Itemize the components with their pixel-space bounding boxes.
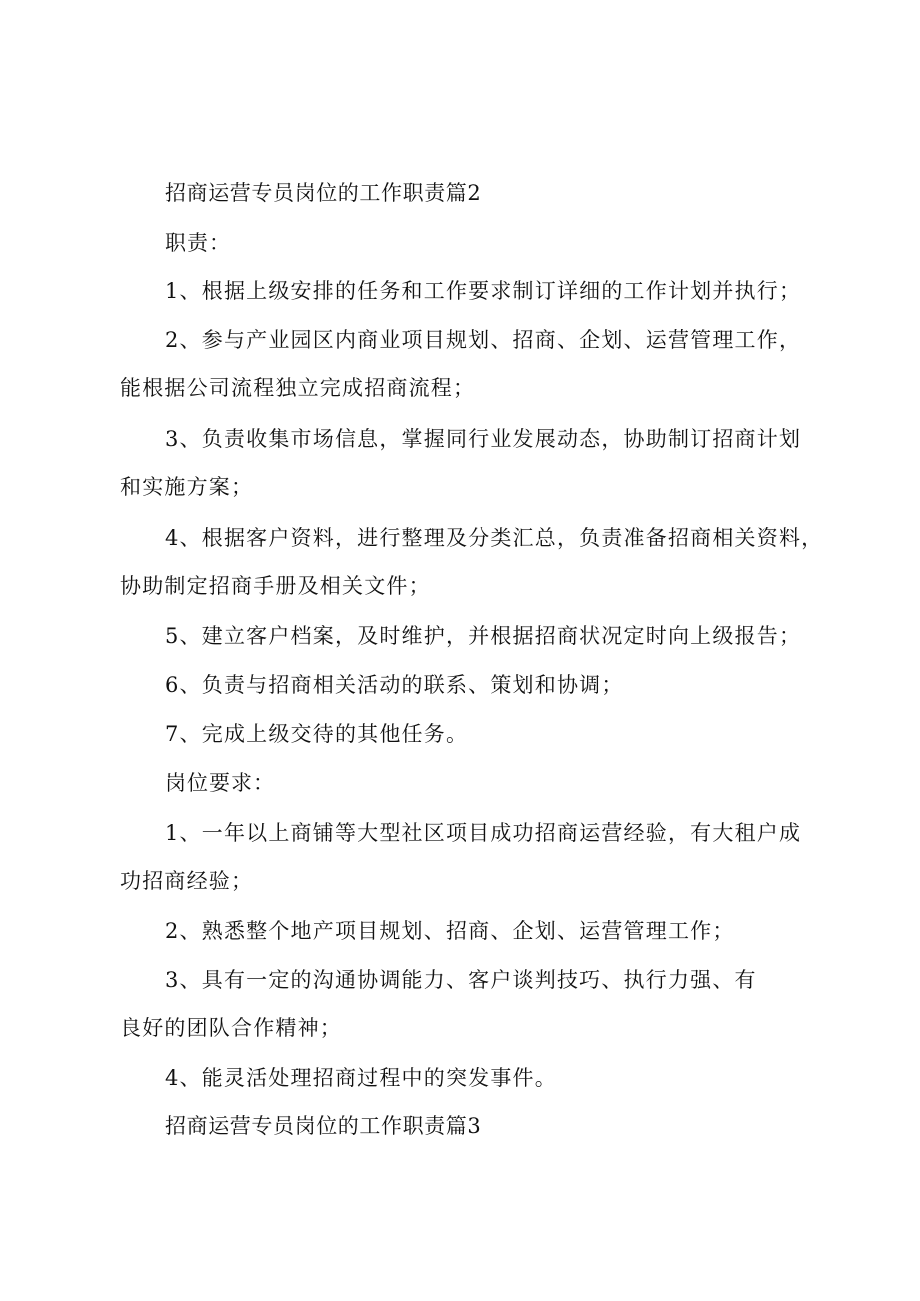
requirement-item-4: 4、能灵活处理招商过程中的突发事件。: [165, 1066, 557, 1090]
duty-item-2: 2、参与产业园区内商业项目规划、招商、企划、运营管理工作，: [165, 328, 802, 352]
section-2-title: 招商运营专员岗位的工作职责篇2: [165, 181, 482, 205]
duty-item-3-continuation: 和实施方案；: [120, 475, 254, 499]
duty-item-3: 3、负责收集市场信息，掌握同行业发展动态，协助制订招商计划: [165, 427, 802, 451]
requirement-item-3: 3、具有一定的沟通协调能力、客户谈判技巧、执行力强、有: [165, 968, 757, 992]
requirements-label: 岗位要求：: [165, 771, 275, 795]
duty-item-4: 4、根据客户资料，进行整理及分类汇总，负责准备招商相关资料，: [165, 526, 824, 550]
requirement-item-1: 1、一年以上商铺等大型社区项目成功招商运营经验，有大租户成: [165, 821, 802, 845]
duty-item-5: 5、建立客户档案，及时维护，并根据招商状况定时向上级报告；: [165, 624, 802, 648]
requirement-item-2: 2、熟悉整个地产项目规划、招商、企划、运营管理工作；: [165, 919, 735, 943]
section-3-title: 招商运营专员岗位的工作职责篇3: [165, 1114, 482, 1138]
duty-item-2-continuation: 能根据公司流程独立完成招商流程；: [120, 376, 476, 400]
requirement-item-1-continuation: 功招商经验；: [120, 869, 254, 893]
duties-label: 职责：: [165, 231, 231, 255]
duty-item-4-continuation: 协助制定招商手册及相关文件；: [120, 574, 431, 598]
requirement-item-3-continuation: 良好的团队合作精神；: [120, 1016, 342, 1040]
duty-item-7: 7、完成上级交待的其他任务。: [165, 722, 469, 746]
duty-item-1: 1、根据上级安排的任务和工作要求制订详细的工作计划并执行；: [165, 279, 802, 303]
duty-item-6: 6、负责与招商相关活动的联系、策划和协调；: [165, 673, 624, 697]
